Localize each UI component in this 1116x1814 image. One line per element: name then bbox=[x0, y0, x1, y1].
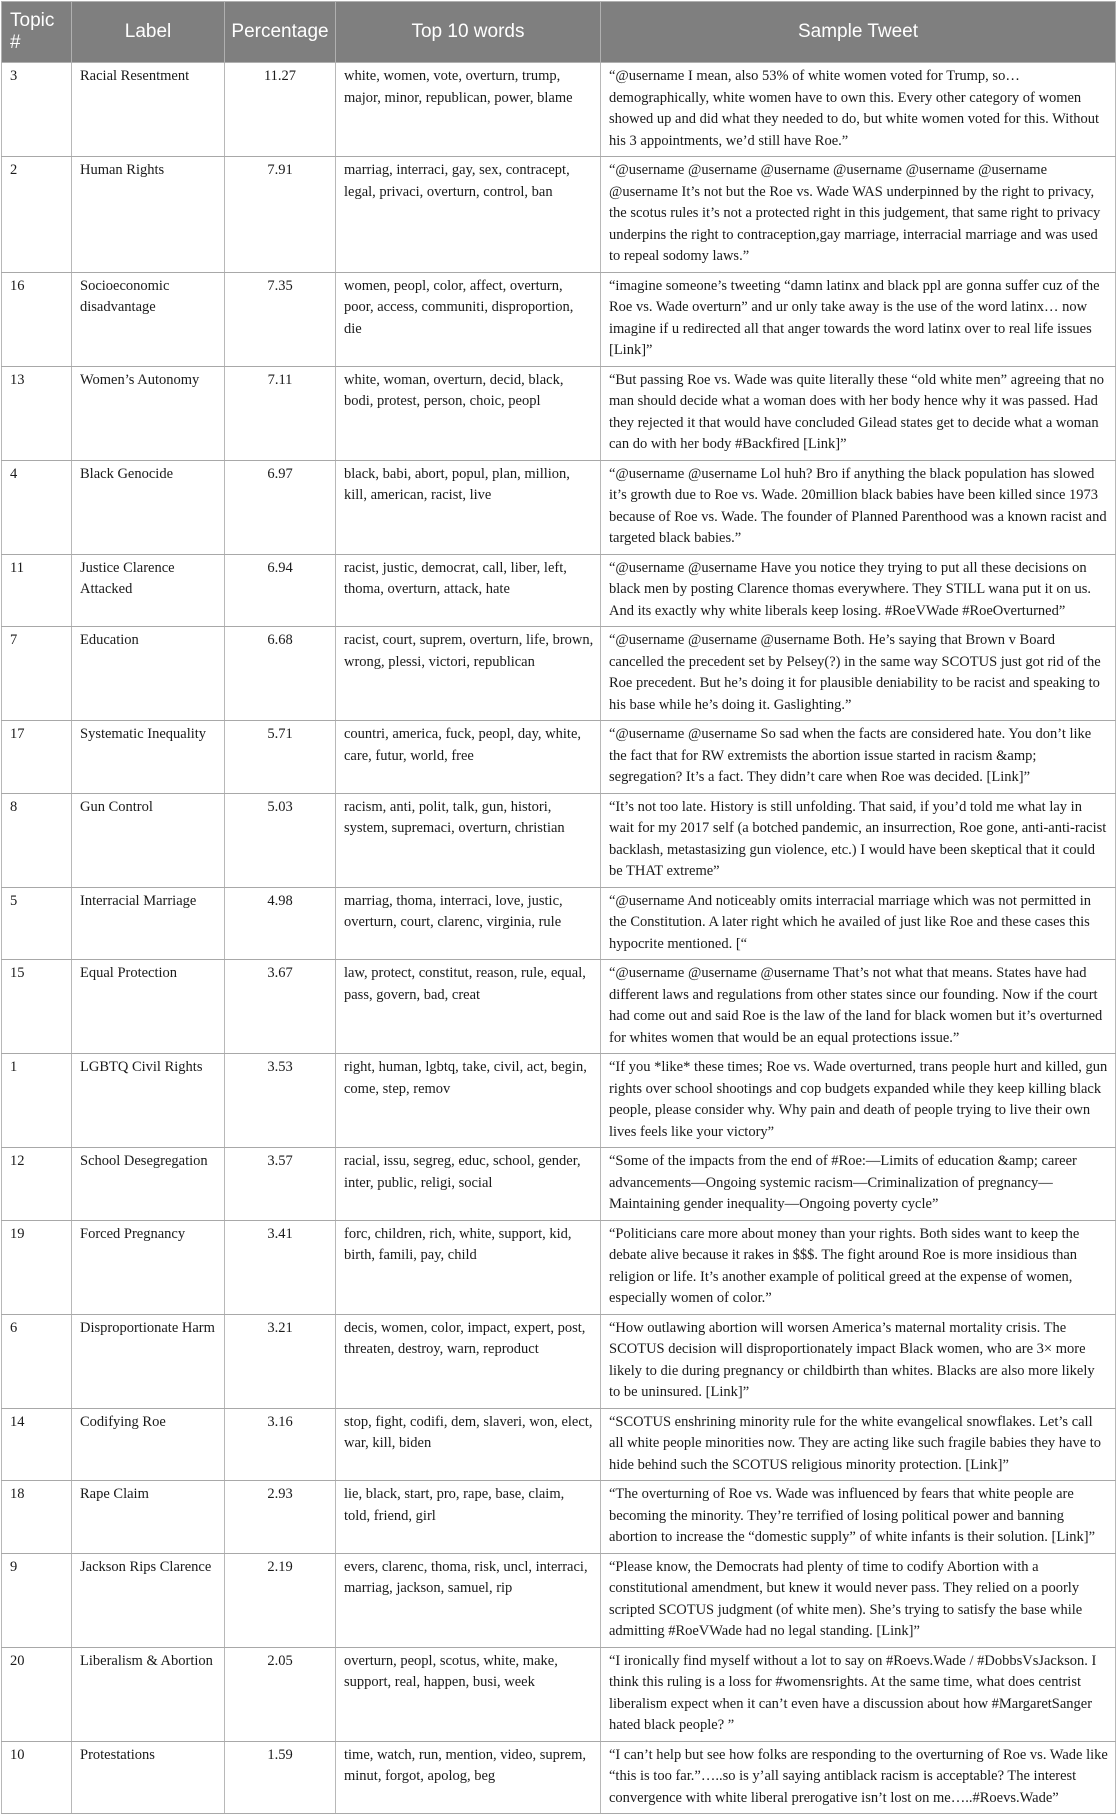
table-row bbox=[2, 1148, 1116, 1221]
sample-tweet: “The overturning of Roe vs. Wade was influenced by fears that white people are becoming the minority. They’re terrified of losing political power and banning abortion to increase the “domestic supply” of white infants is their solution. [Link]” bbox=[601, 1481, 1116, 1554]
topic-percentage: 1.59 bbox=[225, 1741, 336, 1814]
topic-words: overturn, peopl, scotus, white, make, support, real, happen, busi, week bbox=[336, 1647, 601, 1741]
topic-label: Women’s Autonomy bbox=[72, 366, 225, 460]
topic-label: Forced Pregnancy bbox=[72, 1220, 225, 1314]
table-row bbox=[2, 1553, 1116, 1647]
topic-number: 18 bbox=[2, 1481, 72, 1554]
topic-label: Rape Claim bbox=[72, 1481, 225, 1554]
sample-tweet: “But passing Roe vs. Wade was quite literally these “old white men” agreeing that no man should decide what a woman does with her body hence why it was passed. Had they rejected it that would have concluded Gilead states get to decide what a woman can do with her body #Backfired [Link]” bbox=[601, 366, 1116, 460]
topic-words: right, human, lgbtq, take, civil, act, begin, come, step, remov bbox=[336, 1054, 601, 1148]
table-body bbox=[2, 63, 1116, 1814]
topic-number: 1 bbox=[2, 1054, 72, 1148]
topic-percentage: 2.93 bbox=[225, 1481, 336, 1554]
table-row bbox=[2, 627, 1116, 721]
topic-number: 9 bbox=[2, 1553, 72, 1647]
topic-label: Human Rights bbox=[72, 157, 225, 273]
topic-number: 16 bbox=[2, 272, 72, 366]
table-row bbox=[2, 1314, 1116, 1408]
topic-percentage: 5.03 bbox=[225, 793, 336, 887]
topic-label: Disproportionate Harm bbox=[72, 1314, 225, 1408]
sample-tweet: “It’s not too late. History is still unfolding. That said, if you’d told me what lay in wait for my 2017 self (a botched pandemic, an insurrection, Roe gone, anti-anti-racist backlash, metastasizing gun violence, etc.) I would have been skeptical that it could be THAT extreme” bbox=[601, 793, 1116, 887]
sample-tweet: “@username @username @username @username @username @username @username It’s not but the Roe vs. Wade WAS underpinned by the right to privacy, the scotus rules it’s not a protected right in this judgement, that same right to privacy underpins the right to contraception,gay marriage, interracial marriage and was used to repeal sodomy laws.” bbox=[601, 157, 1116, 273]
table-row bbox=[2, 1481, 1116, 1554]
topic-percentage: 6.97 bbox=[225, 460, 336, 554]
topic-words: racism, anti, polit, talk, gun, histori, system, supremaci, overturn, christian bbox=[336, 793, 601, 887]
topic-words: racist, court, suprem, overturn, life, brown, wrong, plessi, victori, republican bbox=[336, 627, 601, 721]
sample-tweet: “I can’t help but see how folks are responding to the overturning of Roe vs. Wade like “this is too far.”…..so is y’all saying antiblack racism is acceptable? The interest convergence with white liberal prerogative isn’t lost on me…..#Roevs.Wade” bbox=[601, 1741, 1116, 1814]
header-percentage: Percentage bbox=[225, 2, 336, 63]
topic-percentage: 3.57 bbox=[225, 1148, 336, 1221]
topic-percentage: 7.91 bbox=[225, 157, 336, 273]
topics-table bbox=[1, 1, 1116, 1814]
topic-percentage: 4.98 bbox=[225, 887, 336, 960]
sample-tweet: “@username @username Lol huh? Bro if anything the black population has slowed it’s growth due to Roe vs. Wade. 20million black babies have been killed since 1973 because of Roe vs. Wade. The founder of Planned Parenthood was a known racist and targeted black babies.” bbox=[601, 460, 1116, 554]
topic-number: 14 bbox=[2, 1408, 72, 1481]
table-row bbox=[2, 460, 1116, 554]
table-header bbox=[2, 2, 1116, 63]
sample-tweet: “@username @username @username That’s not what that means. States have had different laws and regulations from other states since our founding. Now if the court had come out and said Roe is the law of the land for black women but it’s overturned for whites women that would be an equal protections issue.” bbox=[601, 960, 1116, 1054]
topic-label: School Desegregation bbox=[72, 1148, 225, 1221]
topic-label: Education bbox=[72, 627, 225, 721]
table-row bbox=[2, 1741, 1116, 1814]
table-row bbox=[2, 63, 1116, 157]
topic-number: 13 bbox=[2, 366, 72, 460]
sample-tweet: “If you *like* these times; Roe vs. Wade overturned, trans people hurt and killed, gun rights over school shootings and cop budgets expanded while they keep killing black people, please consider why. Why pain and death of people trying to live their own lives feels like your victory” bbox=[601, 1054, 1116, 1148]
topic-words: women, peopl, color, affect, overturn, poor, access, communiti, disproportion, die bbox=[336, 272, 601, 366]
topic-percentage: 6.94 bbox=[225, 554, 336, 627]
topic-label: Codifying Roe bbox=[72, 1408, 225, 1481]
sample-tweet: “Please know, the Democrats had plenty of time to codify Abortion with a constitutional amendment, but knew it would never pass. They relied on a poorly scripted SCOTUS judgment (of white men). She’s trying to satisfy the base while admitting #RoeVWade had no legal standing. [Link]” bbox=[601, 1553, 1116, 1647]
sample-tweet: “Politicians care more about money than your rights. Both sides want to keep the debate alive because it rakes in $$$. The fight around Roe is more insidious than religion or life. It’s another example of political greed at the expense of women, especially women of color.” bbox=[601, 1220, 1116, 1314]
topic-number: 2 bbox=[2, 157, 72, 273]
header-label: Label bbox=[72, 2, 225, 63]
topic-label: Socioeconomic disadvantage bbox=[72, 272, 225, 366]
topic-percentage: 3.67 bbox=[225, 960, 336, 1054]
topic-label: Racial Resentment bbox=[72, 63, 225, 157]
table-row bbox=[2, 554, 1116, 627]
topic-percentage: 3.41 bbox=[225, 1220, 336, 1314]
topic-percentage: 5.71 bbox=[225, 721, 336, 794]
sample-tweet: “imagine someone’s tweeting “damn latinx and black ppl are gonna suffer cuz of the Roe vs. Wade overturn” and ur only take away is the use of the word latinx… now imagine if u redirected all that anger towards the word latinx over to real life issues [Link]” bbox=[601, 272, 1116, 366]
topic-words: racial, issu, segreg, educ, school, gender, inter, public, religi, social bbox=[336, 1148, 601, 1221]
topic-label: Protestations bbox=[72, 1741, 225, 1814]
table-row bbox=[2, 721, 1116, 794]
topic-words: law, protect, constitut, reason, rule, equal, pass, govern, bad, creat bbox=[336, 960, 601, 1054]
topic-label: Liberalism & Abortion bbox=[72, 1647, 225, 1741]
topic-percentage: 11.27 bbox=[225, 63, 336, 157]
header-words: Top 10 words bbox=[336, 2, 601, 63]
table-row bbox=[2, 960, 1116, 1054]
sample-tweet: “Some of the impacts from the end of #Roe:—Limits of education &amp; career advancements—Ongoing systemic racism—Criminalization of pregnancy—Maintaining gender inequality—Ongoing poverty cycle” bbox=[601, 1148, 1116, 1221]
sample-tweet: “How outlawing abortion will worsen America’s maternal mortality crisis. The SCOTUS decision will disproportionately impact Black women, who are 3× more likely to die during pregnancy or childbirth than whites. Blacks are also more likely to be uninsured. [Link]” bbox=[601, 1314, 1116, 1408]
table-row bbox=[2, 1220, 1116, 1314]
topic-number: 3 bbox=[2, 63, 72, 157]
table-row bbox=[2, 157, 1116, 273]
topic-number: 7 bbox=[2, 627, 72, 721]
topic-label: Jackson Rips Clarence bbox=[72, 1553, 225, 1647]
table-row bbox=[2, 366, 1116, 460]
topic-words: white, women, vote, overturn, trump, major, minor, republican, power, blame bbox=[336, 63, 601, 157]
table-row bbox=[2, 1408, 1116, 1481]
topic-percentage: 7.35 bbox=[225, 272, 336, 366]
topic-words: countri, america, fuck, peopl, day, white, care, futur, world, free bbox=[336, 721, 601, 794]
sample-tweet: “@username @username Have you notice they trying to put all these decisions on black men by posting Clarence thomas everywhere. They STILL wana put it on us. And its exactly why white liberals keep losing. #RoeVWade #RoeOverturned” bbox=[601, 554, 1116, 627]
sample-tweet: “@username @username @username Both. He’s saying that Brown v Board cancelled the precedent set by Pelsey(?) in the same way SCOTUS just got rid of the Roe precedent. But he’s doing it for plausible deniability to be racist and speaking to his base while he’s doing it. Gaslighting.” bbox=[601, 627, 1116, 721]
topic-percentage: 2.05 bbox=[225, 1647, 336, 1741]
topic-words: lie, black, start, pro, rape, base, claim, told, friend, girl bbox=[336, 1481, 601, 1554]
table-row bbox=[2, 887, 1116, 960]
topic-number: 19 bbox=[2, 1220, 72, 1314]
topic-label: Justice Clarence Attacked bbox=[72, 554, 225, 627]
topic-words: decis, women, color, impact, expert, post, threaten, destroy, warn, reproduct bbox=[336, 1314, 601, 1408]
topic-words: racist, justic, democrat, call, liber, left, thoma, overturn, attack, hate bbox=[336, 554, 601, 627]
sample-tweet: “@username And noticeably omits interracial marriage which was not permitted in the Constitution. A later right which he availed of just like Roe and these cases this hypocrite mentioned. [“ bbox=[601, 887, 1116, 960]
topic-percentage: 3.21 bbox=[225, 1314, 336, 1408]
topic-label: Equal Protection bbox=[72, 960, 225, 1054]
table-row bbox=[2, 1647, 1116, 1741]
topic-number: 17 bbox=[2, 721, 72, 794]
topic-words: stop, fight, codifi, dem, slaveri, won, elect, war, kill, biden bbox=[336, 1408, 601, 1481]
sample-tweet: “@username I mean, also 53% of white women voted for Trump, so… demographically, white women have to own this. Every other category of women showed up and did what they needed to do, but white women voted for this. Without his 3 appointments, we’d still have Roe.” bbox=[601, 63, 1116, 157]
topic-words: marriag, thoma, interraci, love, justic, overturn, court, clarenc, virginia, rule bbox=[336, 887, 601, 960]
header-row bbox=[2, 2, 1116, 63]
topic-number: 20 bbox=[2, 1647, 72, 1741]
topic-number: 4 bbox=[2, 460, 72, 554]
topic-words: marriag, interraci, gay, sex, contracept, legal, privaci, overturn, control, ban bbox=[336, 157, 601, 273]
topic-percentage: 2.19 bbox=[225, 1553, 336, 1647]
sample-tweet: “I ironically find myself without a lot to say on #Roevs.Wade / #DobbsVsJackson. I think this ruling is a loss for #womensrights. At the same time, what does centrist liberalism expect when it can’t even have a discussion about how #MargaretSanger hated black people? ” bbox=[601, 1647, 1116, 1741]
topic-number: 12 bbox=[2, 1148, 72, 1221]
topic-number: 6 bbox=[2, 1314, 72, 1408]
topic-number: 15 bbox=[2, 960, 72, 1054]
topic-number: 11 bbox=[2, 554, 72, 627]
topic-words: white, woman, overturn, decid, black, bodi, protest, person, choic, peopl bbox=[336, 366, 601, 460]
table-row bbox=[2, 1054, 1116, 1148]
sample-tweet: “SCOTUS enshrining minority rule for the white evangelical snowflakes. Let’s call all white people minorities now. They are acting like such fragile babies they have to hide behind such the SCOTUS religious minority protection. [Link]” bbox=[601, 1408, 1116, 1481]
topic-words: evers, clarenc, thoma, risk, uncl, interraci, marriag, jackson, samuel, rip bbox=[336, 1553, 601, 1647]
topic-words: forc, children, rich, white, support, kid, birth, famili, pay, child bbox=[336, 1220, 601, 1314]
topic-percentage: 3.53 bbox=[225, 1054, 336, 1148]
topic-words: black, babi, abort, popul, plan, million, kill, american, racist, live bbox=[336, 460, 601, 554]
topic-label: Systematic Inequality bbox=[72, 721, 225, 794]
topic-number: 8 bbox=[2, 793, 72, 887]
table-row bbox=[2, 793, 1116, 887]
topic-percentage: 6.68 bbox=[225, 627, 336, 721]
header-tweet: Sample Tweet bbox=[601, 2, 1116, 63]
sample-tweet: “@username @username So sad when the facts are considered hate. You don’t like the fact that for RW extremists the abortion issue started in racism &amp; segregation? It’s a fact. They didn’t care when Roe was decided. [Link]” bbox=[601, 721, 1116, 794]
topic-number: 5 bbox=[2, 887, 72, 960]
topic-percentage: 7.11 bbox=[225, 366, 336, 460]
table-row bbox=[2, 272, 1116, 366]
topic-percentage: 3.16 bbox=[225, 1408, 336, 1481]
topic-label: LGBTQ Civil Rights bbox=[72, 1054, 225, 1148]
topic-label: Gun Control bbox=[72, 793, 225, 887]
topic-words: time, watch, run, mention, video, suprem, minut, forgot, apolog, beg bbox=[336, 1741, 601, 1814]
topic-number: 10 bbox=[2, 1741, 72, 1814]
topic-label: Black Genocide bbox=[72, 460, 225, 554]
header-topic: Topic # bbox=[2, 2, 72, 63]
topic-label: Interracial Marriage bbox=[72, 887, 225, 960]
